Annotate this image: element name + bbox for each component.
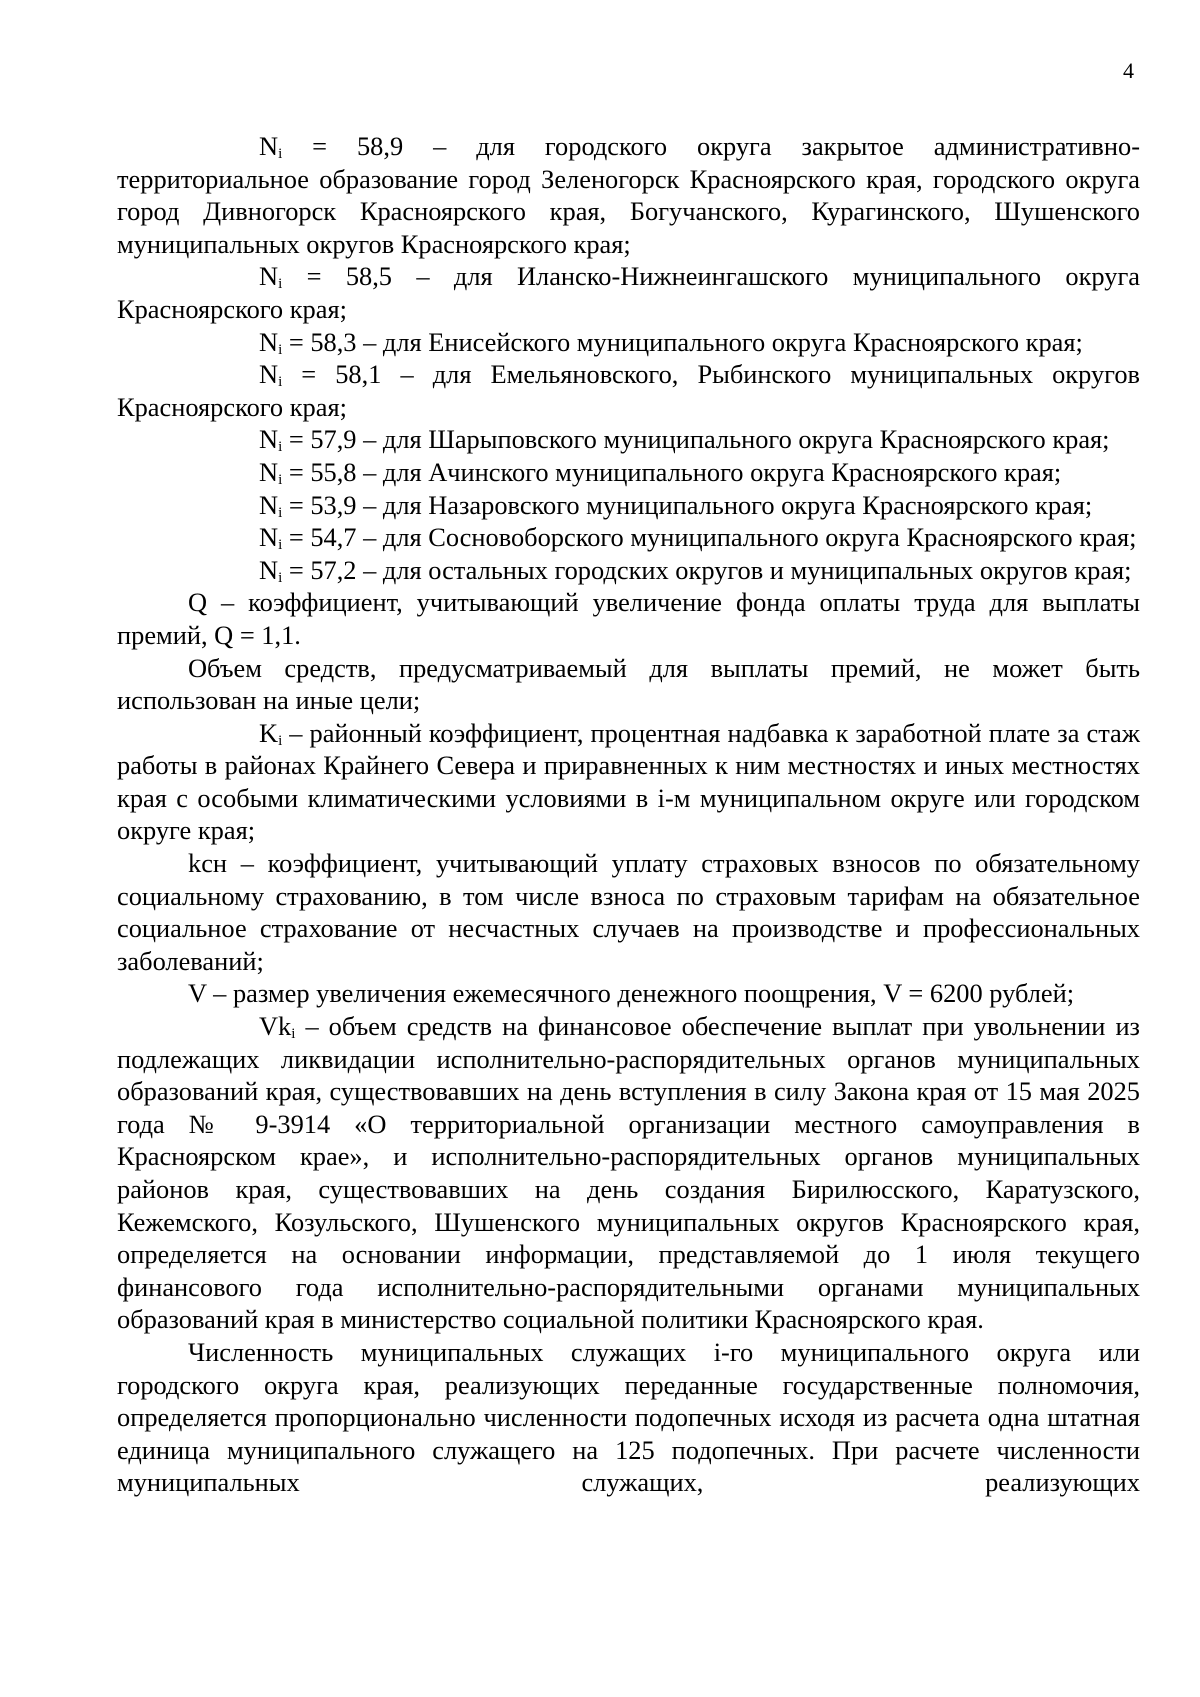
- coefficient-symbol: $N_i$: [259, 456, 283, 488]
- coefficient-n-5: $N_i = 57,9$ – для Шарыповского муниципального округа Красноярского края;: [117, 423, 1140, 456]
- vk-definition: $Vk_i$ – объем средств на финансовое обеспечение выплат при увольнении из подлежащих ликвидации исполнительно-распорядительных органов муниципальных образований края, существовавших на день вступления в силу Закона края от 15 мая 2025 года № 9-3914 «О территориальной организации местного самоуправления в Красноярском крае», и исполнительно-распорядительных органов муниципальных районов края, существовавших на день создания Бирилюсского, Каратузского, Кежемского, Козульского, Шушенского муниципальных округов Красноярского края, определяется на основании информации, представляемой до 1 июля текущего финансового года исполнительно-распорядительными органами муниципальных образований края в министерство социальной политики Красноярского края.: [117, 1011, 1140, 1335]
- q-definition: Q – коэффициент, учитывающий увеличение фонда оплаты труда для выплаты премий, Q = 1,1.: [117, 587, 1140, 650]
- k-definition: $K_i$ – районный коэффициент, процентная надбавка к заработной плате за стаж работы в районах Крайнего Севера и приравненных к ним местностях и иных местностях края с особыми климатическими условиями в i-м муниципальном округе или городском округе края;: [117, 717, 1140, 846]
- coefficient-symbol: $N_i$: [259, 261, 283, 293]
- coefficient-symbol: $N_i$: [259, 424, 283, 456]
- coefficient-n-2: $N_i = 58,5$ – для Иланско-Нижнеингашского муниципального округа Красноярского края;: [117, 261, 1140, 324]
- staff-paragraph: Численность муниципальных служащих i-го муниципального округа или городского округа края, реализующих переданные государственные полномочия, определяется пропорционально численности подопечных исходя из расчета одна штатная единица муниципального служащего на 125 подопечных. При расчете численности муниципальных служащих, реализующих: [117, 1336, 1140, 1498]
- ksn-definition: kсн – коэффициент, учитывающий уплату страховых взносов по обязательному социальному страхованию, в том числе взноса по страховым тарифам на обязательное социальное страхование от несчастных случаев на производстве и профессиональных заболеваний;: [117, 848, 1140, 976]
- coefficient-n-7: $N_i = 53,9$ – для Назаровского муниципального округа Красноярского края;: [117, 489, 1140, 522]
- coefficient-n-8: $N_i = 54,7$ – для Сосновоборского муниципального округа Красноярского края;: [117, 521, 1140, 554]
- page-number: 4: [1123, 58, 1134, 83]
- vk-symbol: $Vk_i$: [259, 1011, 296, 1043]
- coefficient-symbol: $N_i$: [259, 326, 283, 358]
- v-definition: V – размер увеличения ежемесячного денежного поощрения, V = 6200 рублей;: [188, 978, 1075, 1009]
- coefficient-symbol: $N_i$: [259, 489, 283, 521]
- coefficient-n-1: $N_i = 58,9$ – для городского округа закрытое административно-территориальное образование город Зеленогорск Красноярского края, городского округа город Дивногорск Красноярского края, Богучанского, Курагинского, Шушенского муниципальных округов Красноярского края;: [117, 131, 1140, 259]
- bonus-note: Объем средств, предусматриваемый для выплаты премий, не может быть использован на иные цели;: [117, 652, 1140, 716]
- coefficient-symbol: $N_i$: [259, 359, 283, 391]
- coefficient-n-6: $N_i = 55,8$ – для Ачинского муниципального округа Красноярского края;: [117, 456, 1140, 489]
- coefficient-n-4: $N_i = 58,1$ – для Емельяновского, Рыбинского муниципальных округов Красноярского края;: [117, 359, 1140, 422]
- coefficient-symbol: $N_i$: [259, 522, 283, 554]
- coefficient-symbol: $N_i$: [259, 554, 283, 586]
- coefficient-n-9: $N_i = 57,2$ – для остальных городских округов и муниципальных округов края;: [117, 554, 1140, 587]
- document-body: [117, 130, 1140, 1499]
- coefficient-symbol: $N_i$: [259, 131, 283, 162]
- coefficient-n-3: $N_i = 58,3$ – для Енисейского муниципального округа Красноярского края;: [117, 326, 1140, 359]
- k-symbol: $K_i$: [259, 717, 283, 749]
